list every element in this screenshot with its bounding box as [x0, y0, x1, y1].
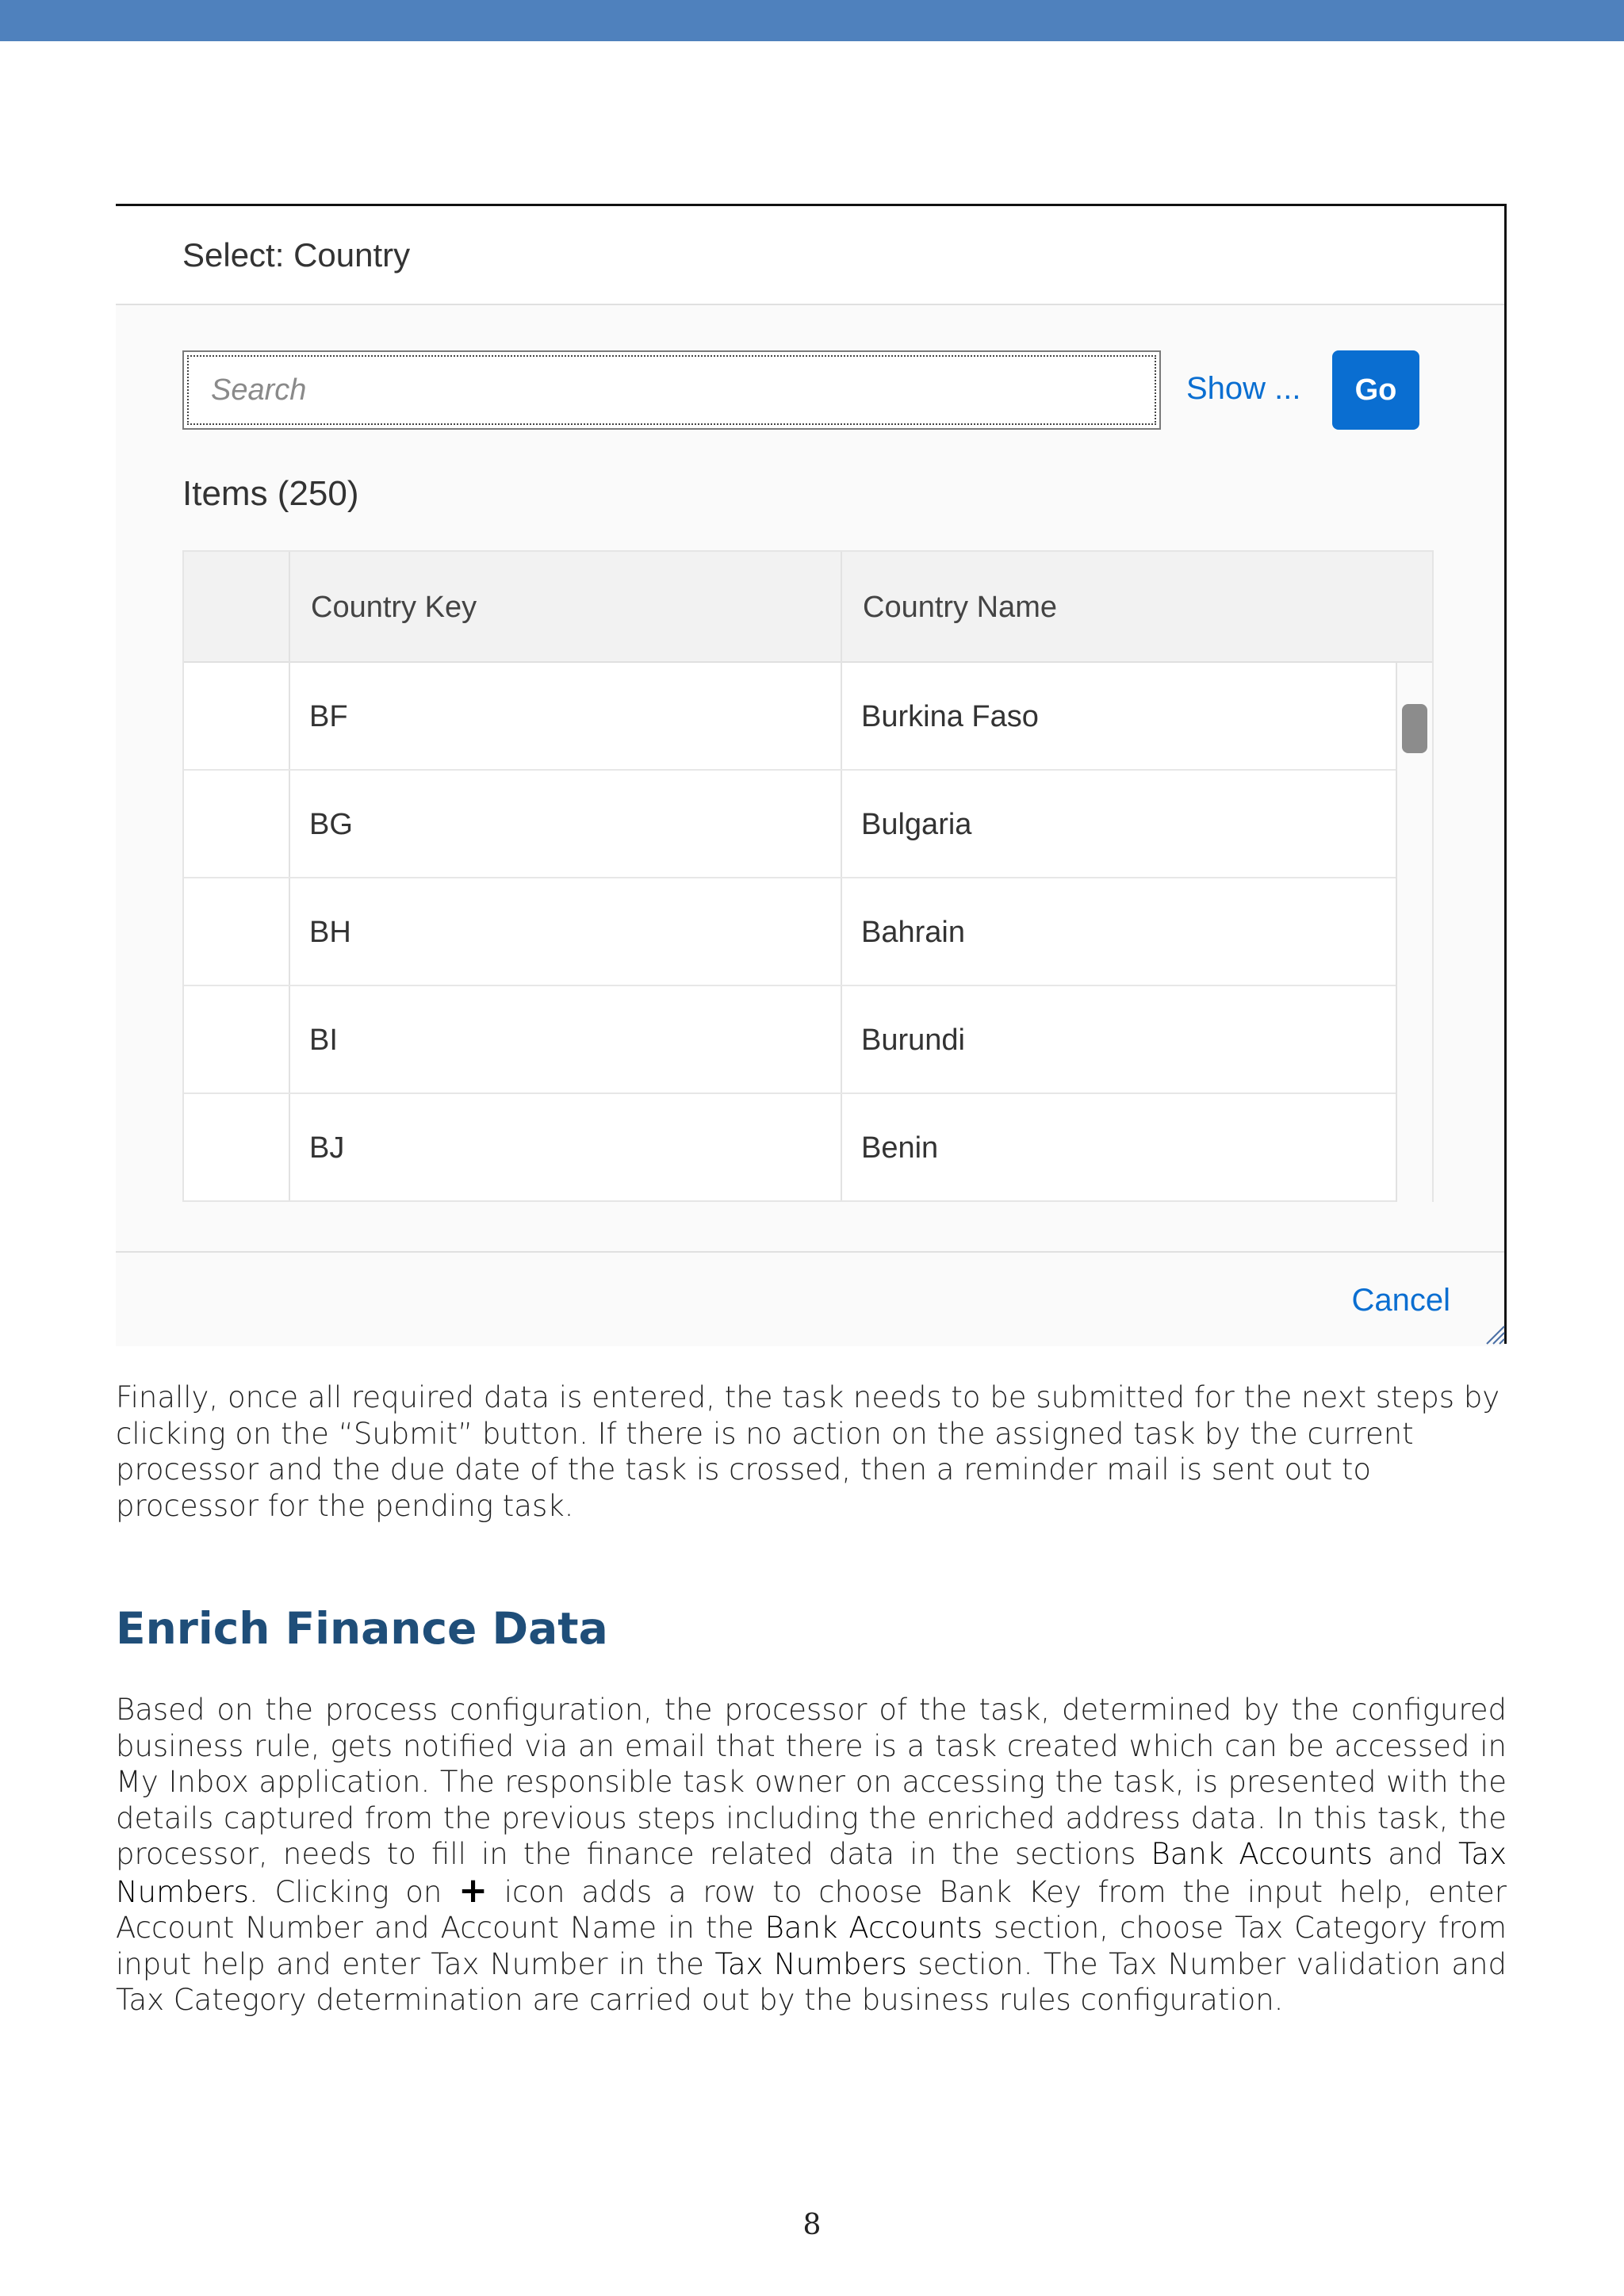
select-country-dialog — [116, 204, 1507, 1344]
show-more-link[interactable]: Show ... — [1186, 371, 1301, 406]
table-row[interactable] — [184, 878, 1397, 986]
top-color-bar — [0, 0, 1624, 41]
table-row[interactable] — [184, 1094, 1397, 1202]
table-row[interactable] — [184, 663, 1397, 771]
country-key-cell: BH — [309, 916, 351, 949]
country-name-cell: Bulgaria — [861, 808, 972, 841]
country-key-cell: BJ — [309, 1131, 345, 1165]
dialog-title: Select: Country — [182, 236, 411, 274]
paragraph-text: . Clicking on — [248, 1874, 459, 1909]
country-name-cell: Bahrain — [861, 916, 965, 949]
bank-accounts-term: Bank Accounts — [1151, 1837, 1373, 1871]
tax-numbers-term: Tax Numbers — [116, 1837, 1507, 1909]
dialog-footer — [116, 1251, 1504, 1346]
country-key-cell: BF — [309, 700, 348, 733]
paragraph-text: section. The Tax Number validation and Tax Category determination are carried out by the business rules configuration. — [116, 1946, 1507, 2017]
tax-numbers-term: Tax Numbers — [714, 1946, 907, 1981]
country-name-cell: Burundi — [861, 1024, 965, 1057]
country-name-cell: Burkina Faso — [861, 700, 1039, 733]
items-count-title: Items (250) — [182, 474, 359, 513]
enrich-finance-paragraph — [116, 1692, 1507, 2019]
paragraph-text: and — [1373, 1837, 1458, 1871]
country-table — [182, 550, 1434, 1202]
country-key-cell: BI — [309, 1024, 338, 1057]
plus-icon: + — [458, 1869, 488, 1911]
table-header — [184, 552, 1432, 663]
table-row[interactable] — [184, 986, 1397, 1094]
bank-accounts-term: Bank Accounts — [764, 1911, 983, 1945]
page-number: 8 — [802, 2209, 822, 2241]
table-scrollbar[interactable] — [1396, 663, 1432, 1202]
cancel-button[interactable]: Cancel — [1351, 1283, 1450, 1318]
paragraph-text: icon adds a row to choose Bank Key from the input help, enter Account Number and Account Name in the — [116, 1874, 1507, 1945]
go-button[interactable]: Go — [1332, 350, 1419, 430]
country-name-cell: Benin — [861, 1131, 939, 1165]
column-header-country-key[interactable]: Country Key — [311, 591, 477, 624]
paragraph-text: section, choose Tax Category from input help and enter Tax Number in the — [116, 1911, 1507, 1981]
dialog-header — [116, 206, 1504, 305]
paragraph-text: Based on the process configuration, the processor of the task, determined by the configured business rule, gets notified via an email that there is a task created which can be accessed in My Inbox application. The responsible task owner on accessing the task, is presented with the details captured from the previous steps including the enriched address data. In this task, the processor, needs to fill in the finance related data in the sections — [116, 1693, 1507, 1871]
resize-handle-icon[interactable] — [1484, 1323, 1506, 1345]
country-key-cell: BG — [309, 808, 353, 841]
section-heading: Enrich Finance Data — [116, 1603, 608, 1654]
scrollbar-thumb[interactable] — [1402, 704, 1427, 753]
search-input[interactable] — [182, 350, 1161, 430]
table-row[interactable] — [184, 771, 1397, 878]
submit-instruction-paragraph: Finally, once all required data is entered, the task needs to be submitted for the next steps by clicking on the “Submit” button. If there is no action on the assigned task by the current processor and the due date of the task is crossed, then a reminder mail is sent out to processor for the pending task. — [116, 1380, 1500, 1523]
column-header-country-name[interactable]: Country Name — [863, 591, 1057, 624]
